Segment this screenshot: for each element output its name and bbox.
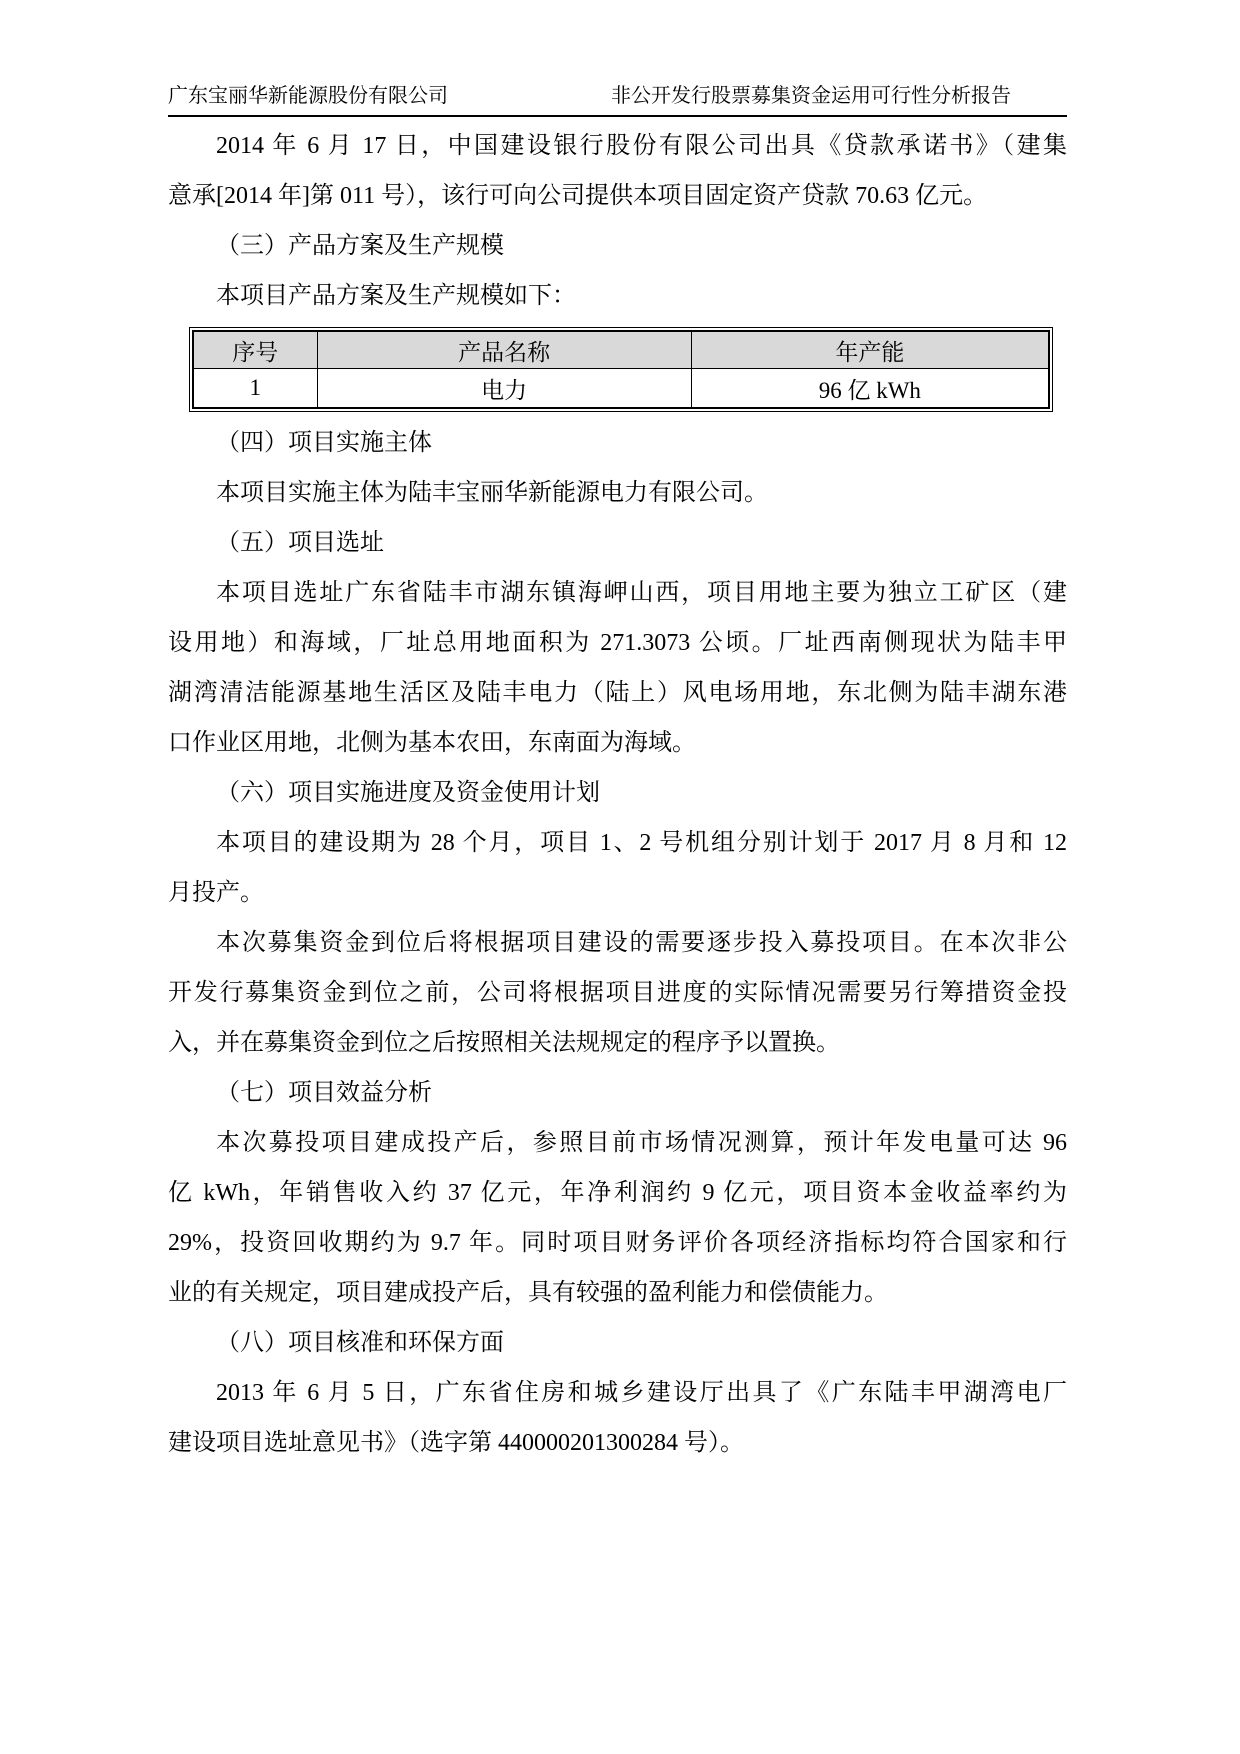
table-cell-index: 1 [193,369,317,409]
paragraph-line: 本项目产品方案及生产规模如下： [216,283,576,309]
table-row [193,369,1049,409]
paragraph-line: 入，并在募集资金到位之后按照相关法规规定的程序予以置换。 [168,1030,840,1056]
table-cell-capacity: 96 亿 kWh [691,369,1049,409]
paragraph-line: 29%，投资回收期约为 9.7 年。同时项目财务评价各项经济指标均符合国家和行 [168,1230,1067,1256]
paragraph-line: 本次募集资金到位后将根据项目建设的需要逐步投入募投项目。在本次非公 [216,930,1067,956]
section-heading-5: （五）项目选址 [216,530,384,556]
table-cell-product: 电力 [317,369,691,409]
document-body [168,121,1067,1468]
paragraph-line: 2014 年 6 月 17 日，中国建设银行股份有限公司出具《贷款承诺书》（建集 [216,133,1067,159]
section-heading-7: （七）项目效益分析 [216,1080,432,1106]
paragraph-line: 湖湾清洁能源基地生活区及陆丰电力（陆上）风电场用地，东北侧为陆丰湖东港 [168,680,1067,706]
table-header-cell-index: 序号 [193,331,317,369]
paragraph-line: 建设项目选址意见书》（选字第 440000201300284 号）。 [168,1430,744,1456]
header-company-name: 广东宝丽华新能源股份有限公司 [168,85,448,107]
paragraph-line: 口作业区用地，北侧为基本农田，东南面为海域。 [168,730,696,756]
section-heading-3: （三）产品方案及生产规模 [216,233,504,259]
table-header-row [193,331,1049,369]
section-heading-8: （八）项目核准和环保方面 [216,1330,504,1356]
paragraph-line: 亿 kWh，年销售收入约 37 亿元，年净利润约 9 亿元，项目资本金收益率约为 [168,1180,1067,1206]
section-heading-4: （四）项目实施主体 [216,430,432,456]
table-header-cell-capacity: 年产能 [691,331,1049,369]
paragraph-line: 本项目选址广东省陆丰市湖东镇海岬山西，项目用地主要为独立工矿区（建 [216,580,1067,606]
table-header-cell-product: 产品名称 [317,331,691,369]
paragraph-line: 2013 年 6 月 5 日，广东省住房和城乡建设厅出具了《广东陆丰甲湖湾电厂 [216,1380,1067,1406]
paragraph-line: 意承[2014 年]第 011 号），该行可向公司提供本项目固定资产贷款 70.63 亿元。 [168,183,988,209]
product-table-wrapper [189,327,1053,412]
paragraph-line: 开发行募集资金到位之前，公司将根据项目进度的实际情况需要另行筹措资金投 [168,980,1067,1006]
section-heading-6: （六）项目实施进度及资金使用计划 [216,780,600,806]
paragraph-line: 本项目实施主体为陆丰宝丽华新能源电力有限公司。 [216,480,768,506]
header-report-title: 非公开发行股票募集资金运用可行性分析报告 [611,85,1011,107]
page-header [168,84,1067,117]
product-table [192,330,1050,409]
paragraph-line: 月投产。 [168,880,264,906]
paragraph-line: 本次募投项目建成投产后，参照目前市场情况测算，预计年发电量可达 96 [216,1130,1067,1156]
paragraph-line: 设用地）和海域，厂址总用地面积为 271.3073 公顷。厂址西南侧现状为陆丰甲 [168,630,1067,656]
paragraph-line: 本项目的建设期为 28 个月，项目 1、2 号机组分别计划于 2017 月 8 月和 12 [216,830,1067,856]
paragraph-line: 业的有关规定，项目建成投产后，具有较强的盈利能力和偿债能力。 [168,1280,888,1306]
